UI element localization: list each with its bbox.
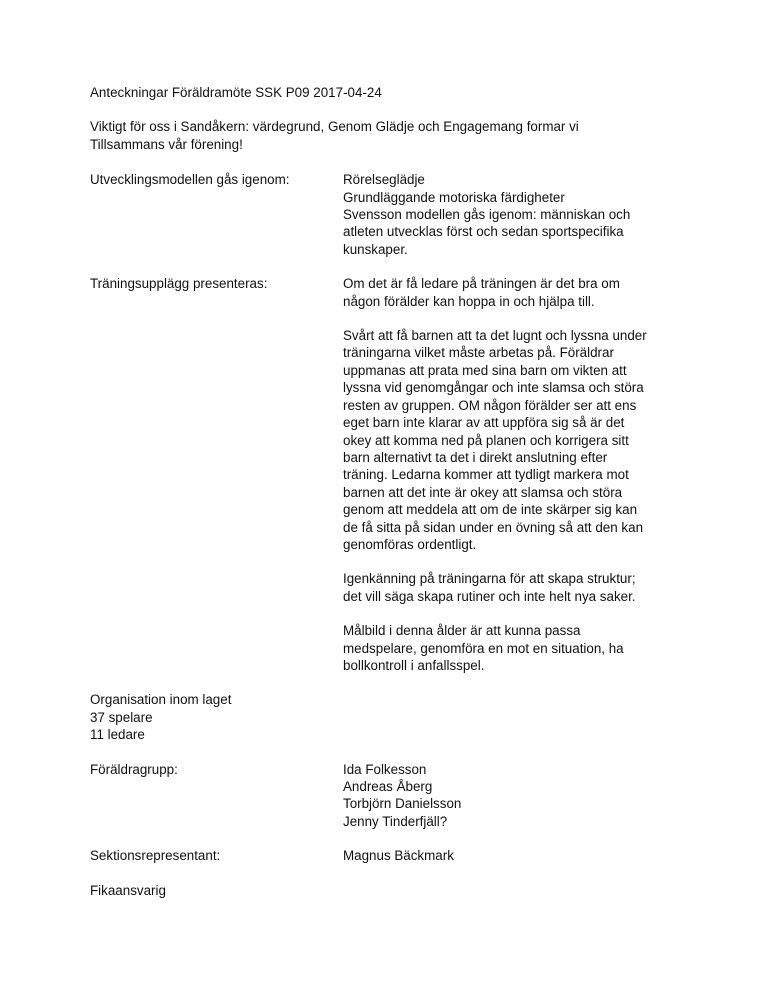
content-line: någon förälder kan hoppa in och hjälpa till. xyxy=(343,293,595,309)
member-name: Andreas Åberg xyxy=(343,779,433,794)
section-content xyxy=(343,275,683,674)
document-page xyxy=(90,84,690,899)
representative-name: Magnus Bäckmark xyxy=(343,848,454,864)
content-line: genomföras ordentligt. xyxy=(343,536,477,552)
paragraph xyxy=(343,275,683,310)
section-fikaansvarig xyxy=(90,882,690,899)
content-line: Om det är få ledare på träningen är det bra om xyxy=(343,276,620,292)
content-line: det vill säga skapa rutiner och inte helt nya saker. xyxy=(343,588,636,604)
section-label: Föräldragrupp: xyxy=(90,761,178,777)
section-content xyxy=(343,761,683,831)
member-name: Ida Folkesson xyxy=(343,761,427,777)
players-count: 37 spelare xyxy=(90,709,153,725)
section-label: Sektionsrepresentant: xyxy=(90,848,221,864)
content-line: genom att meddela att om de inte skärper sig kan xyxy=(343,502,638,518)
intro-paragraph xyxy=(90,118,690,153)
content-line: träningarna vilket måste arbetas på. Föräldrar xyxy=(343,345,614,361)
section-traningsupplagg xyxy=(90,275,690,674)
content-line: träning. Ledarna kommer att tydligt markera mot xyxy=(343,467,629,483)
content-line: Svensson modellen gås igenom: människan och xyxy=(343,207,631,223)
content-line: barn alternativt ta det i direkt anslutning efter xyxy=(343,449,608,465)
content-line: lyssna vid genomgångar och inte slamsa och störa xyxy=(343,380,644,396)
intro-line: Tillsammans vår förening! xyxy=(90,136,243,152)
section-organisation xyxy=(90,691,690,743)
organisation-heading: Organisation inom laget xyxy=(90,692,232,708)
content-line: bollkontroll i anfallsspel. xyxy=(343,657,485,673)
section-label: Träningsupplägg presenteras: xyxy=(90,276,268,292)
member-name: Torbjörn Danielsson xyxy=(343,796,462,812)
section-content xyxy=(343,171,683,258)
paragraph xyxy=(343,570,683,605)
content-line: atleten utvecklas först och sedan sportspecifika xyxy=(343,224,624,240)
content-line: Målbild i denna ålder är att kunna passa xyxy=(343,623,581,639)
content-line: uppmanas att prata med sina barn om vikten att xyxy=(343,362,627,378)
content-line: Grundläggande motoriska färdigheter xyxy=(343,189,565,205)
content-line: eget barn inte klarar av att uppföra sig så är det xyxy=(343,415,625,431)
section-label: Utvecklingsmodellen gås igenom: xyxy=(90,172,290,188)
section-content xyxy=(343,847,683,864)
member-name: Jenny Tinderfjäll? xyxy=(343,813,448,829)
paragraph xyxy=(343,327,683,553)
leaders-count: 11 ledare xyxy=(90,727,145,743)
content-line: medspelare, genomföra en mot en situation, ha xyxy=(343,640,624,656)
content-line: Svårt att få barnen att ta det lugnt och lyssna under xyxy=(343,328,647,344)
section-label: Fikaansvarig xyxy=(90,882,166,898)
content-line: de få sitta på sidan under en övning så att den kan xyxy=(343,519,644,535)
section-sektionsrepresentant xyxy=(90,847,690,864)
content-line: resten av gruppen. OM någon förälder ser att ens xyxy=(343,397,637,413)
document-title: Anteckningar Föräldramöte SSK P09 2017-04-24 xyxy=(90,85,382,100)
content-line: Igenkänning på träningarna för att skapa struktur; xyxy=(343,571,636,587)
content-line: okey att komma ned på planen och korrigera sitt xyxy=(343,432,629,448)
intro-line: Viktigt för oss i Sandåkern: värdegrund, Genom Glädje och Engagemang formar vi xyxy=(90,119,579,135)
section-foraldragrupp xyxy=(90,761,690,831)
paragraph xyxy=(343,622,683,674)
section-utvecklingsmodellen xyxy=(90,171,690,258)
content-line: barnen att det inte är okey att slamsa och störa xyxy=(343,484,623,500)
content-line: kunskaper. xyxy=(343,241,408,257)
content-line: Rörelseglädje xyxy=(343,172,425,188)
